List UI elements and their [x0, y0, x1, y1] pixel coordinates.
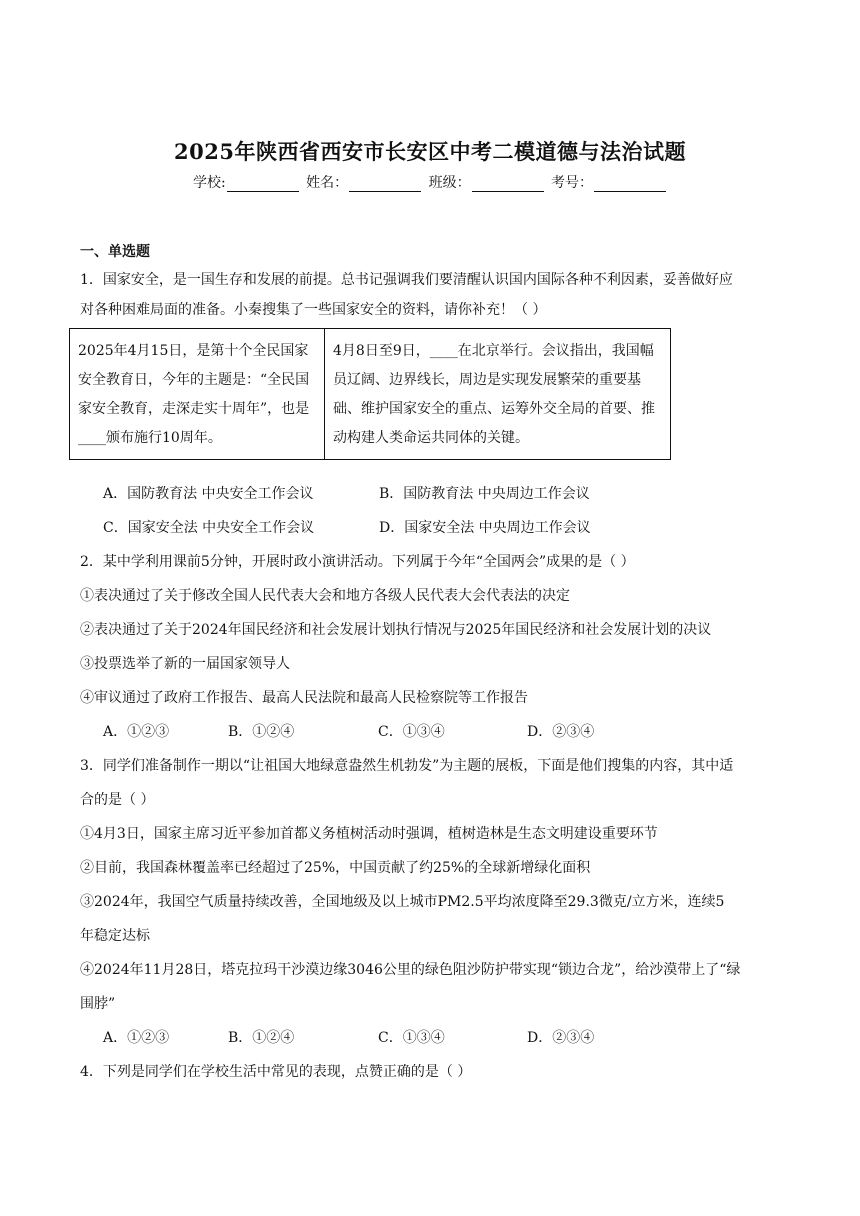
q3-option-d[interactable]: D．②③④ [527, 1030, 595, 1046]
name-label: 姓名： [306, 175, 349, 191]
q3-option-c[interactable]: C．①③④ [378, 1030, 445, 1046]
q3-stem-line2: 合的是（ ） [80, 792, 155, 808]
q3-item-4-line2: 围脖” [80, 996, 116, 1012]
q1-stem-line1: 1．国家安全，是一国生存和发展的前提。总书记强调我们要清醒认识国内国际各种不利因素，妥善做好应 [80, 272, 733, 288]
q1-table-right-cell: 4月8日至9日，____在北京举行。会议指出，我国幅员辽阔、边界线长，周边是实现发展繁荣的重要基础、维护国家安全的重点、运筹外交全局的首要、推动构建人类命运共同体的关键。 [325, 329, 671, 460]
q3-item-3-line2: 年稳定达标 [80, 928, 150, 944]
q3-stem-line1: 3．同学们准备制作一期以“让祖国大地绿意盎然生机勃发”为主题的展板，下面是他们搜集的内容，其中适 [80, 758, 734, 774]
q1-options-row1 [103, 484, 590, 504]
student-info-line [0, 172, 860, 192]
school-blank [227, 177, 299, 192]
q2-option-a[interactable]: A．①②③ [103, 724, 170, 740]
class-label: 班级： [428, 175, 471, 191]
q3-item-2: ②目前，我国森林覆盖率已经超过了25%，中国贡献了约25%的全球新增绿化面积 [80, 860, 591, 876]
q3-item-3-line1: ③2024年，我国空气质量持续改善，全国地级及以上城市PM2.5平均浓度降至29.3微克/立方米，连续5 [80, 894, 725, 910]
name-blank [349, 177, 421, 192]
q2-option-b[interactable]: B．①②④ [228, 724, 295, 740]
page-title: 2025年陕西省西安市长安区中考二模道德与法治试题 [174, 139, 686, 164]
q2-option-d[interactable]: D．②③④ [527, 724, 595, 740]
q2-stem: 2．某中学利用课前5分钟，开展时政小演讲活动。下列属于今年“全国两会”成果的是（ ） [80, 554, 635, 570]
class-blank [472, 177, 544, 192]
id-label: 考号： [551, 175, 594, 191]
q2-item-2: ②表决通过了关于2024年国民经济和社会发展计划执行情况与2025年国民经济和社会发展计划的决议 [80, 622, 712, 638]
q1-table-left-cell: 2025年4月15日，是第十个全民国家安全教育日，今年的主题是：“全民国家安全教育，走深走实十周年”，也是____颁布施行10周年。 [70, 329, 325, 460]
id-blank [594, 177, 666, 192]
q1-stem-line2: 对各种困难局面的准备。小秦搜集了一些国家安全的资料，请你补充！（ ） [80, 302, 547, 318]
q1-material-table [69, 328, 671, 460]
q1-options-row2 [103, 518, 591, 538]
q4-stem: 4．下列是同学们在学校生活中常见的表现，点赞正确的是（ ） [80, 1064, 472, 1080]
q2-item-4: ④审议通过了政府工作报告、最高人民法院和最高人民检察院等工作报告 [80, 690, 528, 706]
q2-option-c[interactable]: C．①③④ [378, 724, 445, 740]
q1-option-a[interactable]: A．国防教育法 中央安全工作会议 [103, 486, 314, 502]
section-heading: 一、单选题 [80, 244, 150, 260]
q3-option-a[interactable]: A．①②③ [103, 1030, 170, 1046]
q3-item-1: ①4月3日，国家主席习近平参加首都义务植树活动时强调，植树造林是生态文明建设重要环节 [80, 826, 658, 842]
q2-options-row [103, 722, 594, 742]
q1-option-c[interactable]: C．国家安全法 中央安全工作会议 [103, 520, 315, 536]
q2-item-3: ③投票选举了新的一届国家领导人 [80, 656, 290, 672]
q3-item-4-line1: ④2024年11月28日，塔克拉玛干沙漠边缘3046公里的绿色阻沙防护带实现“锁边合龙”，给沙漠带上了“绿 [80, 962, 741, 978]
school-label: 学校: [192, 175, 226, 191]
q1-option-b[interactable]: B．国防教育法 中央周边工作会议 [379, 486, 590, 502]
q3-options-row [103, 1028, 594, 1048]
q3-option-b[interactable]: B．①②④ [228, 1030, 295, 1046]
q2-item-1: ①表决通过了关于修改全国人民代表大会和地方各级人民代表大会代表法的决定 [80, 588, 570, 604]
q1-option-d[interactable]: D．国家安全法 中央周边工作会议 [379, 520, 591, 536]
